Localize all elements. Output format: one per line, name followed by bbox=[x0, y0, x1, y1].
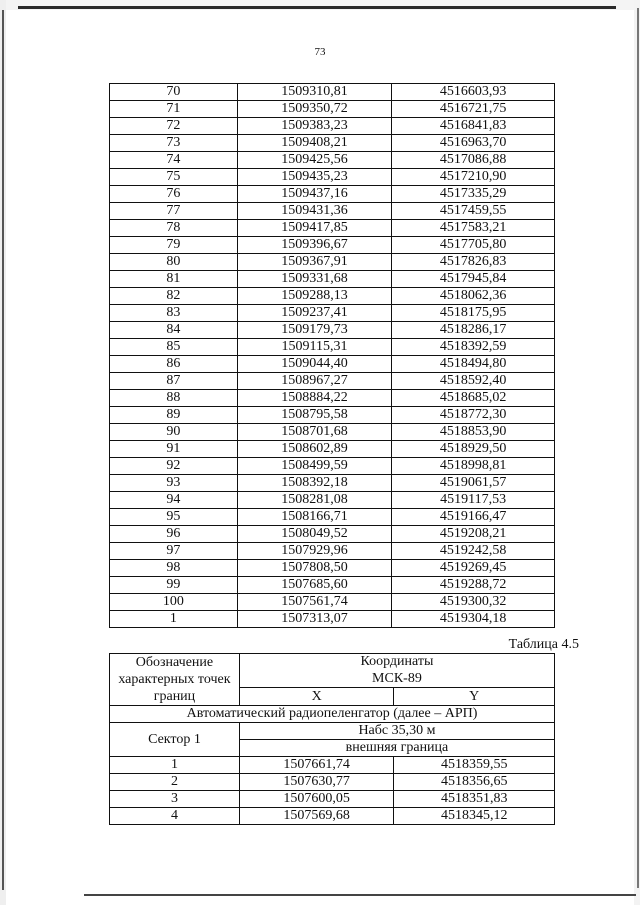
section-title: Автоматический радиопеленгатор (далее – АРП) bbox=[110, 706, 555, 723]
y-coordinate-cell: 4519166,47 bbox=[392, 509, 555, 526]
table-row bbox=[110, 791, 555, 808]
y-coordinate-cell: 4516721,75 bbox=[392, 101, 555, 118]
y-coordinate-cell: 4516603,93 bbox=[392, 84, 555, 101]
point-number-cell: 95 bbox=[110, 509, 238, 526]
sector-header-row-1 bbox=[110, 654, 555, 671]
point-number-cell: 84 bbox=[110, 322, 238, 339]
scan-edge-right bbox=[634, 0, 640, 905]
table-row bbox=[110, 407, 555, 424]
y-coordinate-cell: 4519304,18 bbox=[392, 611, 555, 628]
x-coordinate-cell: 1508795,58 bbox=[237, 407, 392, 424]
x-coordinate-cell: 1507661,74 bbox=[239, 757, 394, 774]
point-number-cell: 75 bbox=[110, 169, 238, 186]
table-row bbox=[110, 118, 555, 135]
x-coordinate-cell: 1509437,16 bbox=[237, 186, 392, 203]
y-coordinate-cell: 4517210,90 bbox=[392, 169, 555, 186]
point-number-cell: 89 bbox=[110, 407, 238, 424]
table-row bbox=[110, 390, 555, 407]
table-row bbox=[110, 339, 555, 356]
y-coordinate-cell: 4519242,58 bbox=[392, 543, 555, 560]
table-row bbox=[110, 101, 555, 118]
x-coordinate-cell: 1507685,60 bbox=[237, 577, 392, 594]
point-number-cell: 71 bbox=[110, 101, 238, 118]
x-coordinate-cell: 1508701,68 bbox=[237, 424, 392, 441]
point-number-cell: 100 bbox=[110, 594, 238, 611]
scan-edge-top bbox=[0, 0, 640, 10]
point-number-cell: 79 bbox=[110, 237, 238, 254]
y-column-header: Y bbox=[394, 688, 555, 706]
x-coordinate-cell: 1508392,18 bbox=[237, 475, 392, 492]
scan-edge-bottom bbox=[84, 894, 636, 896]
table-row bbox=[110, 757, 555, 774]
y-coordinate-cell: 4519300,32 bbox=[392, 594, 555, 611]
table-row bbox=[110, 203, 555, 220]
x-coordinate-cell: 1507313,07 bbox=[237, 611, 392, 628]
x-coordinate-cell: 1507561,74 bbox=[237, 594, 392, 611]
x-coordinate-cell: 1509179,73 bbox=[237, 322, 392, 339]
designation-header-line2: характерных точек bbox=[118, 672, 231, 687]
y-coordinate-cell: 4517335,29 bbox=[392, 186, 555, 203]
section-title-row bbox=[110, 706, 555, 723]
table-row bbox=[110, 271, 555, 288]
y-coordinate-cell: 4518175,95 bbox=[392, 305, 555, 322]
point-number-cell: 94 bbox=[110, 492, 238, 509]
x-coordinate-cell: 1507600,05 bbox=[239, 791, 394, 808]
page-number: 73 bbox=[314, 46, 326, 58]
x-coordinate-cell: 1507630,77 bbox=[239, 774, 394, 791]
y-coordinate-cell: 4517705,80 bbox=[392, 237, 555, 254]
point-number-cell: 93 bbox=[110, 475, 238, 492]
y-coordinate-cell: 4519117,53 bbox=[392, 492, 555, 509]
point-number-cell: 97 bbox=[110, 543, 238, 560]
table-row bbox=[110, 84, 555, 101]
boundary-label: внешняя граница bbox=[239, 740, 554, 757]
point-number-cell: 78 bbox=[110, 220, 238, 237]
y-coordinate-cell: 4517086,88 bbox=[392, 152, 555, 169]
y-coordinate-cell: 4518494,80 bbox=[392, 356, 555, 373]
point-number-cell: 2 bbox=[110, 774, 240, 791]
point-number-cell: 4 bbox=[110, 808, 240, 825]
table-row bbox=[110, 475, 555, 492]
y-coordinate-cell: 4518685,02 bbox=[392, 390, 555, 407]
table-row bbox=[110, 152, 555, 169]
y-coordinate-cell: 4518592,40 bbox=[392, 373, 555, 390]
point-number-cell: 99 bbox=[110, 577, 238, 594]
table-row bbox=[110, 356, 555, 373]
table-row bbox=[110, 526, 555, 543]
point-number-cell: 76 bbox=[110, 186, 238, 203]
table-row bbox=[110, 543, 555, 560]
table-row bbox=[110, 373, 555, 390]
y-coordinate-cell: 4518351,83 bbox=[394, 791, 555, 808]
y-coordinate-cell: 4519061,57 bbox=[392, 475, 555, 492]
x-coordinate-cell: 1509408,21 bbox=[237, 135, 392, 152]
point-number-cell: 83 bbox=[110, 305, 238, 322]
point-number-cell: 88 bbox=[110, 390, 238, 407]
x-coordinate-cell: 1508602,89 bbox=[237, 441, 392, 458]
x-coordinate-cell: 1508049,52 bbox=[237, 526, 392, 543]
x-coordinate-cell: 1509435,23 bbox=[237, 169, 392, 186]
x-coordinate-cell: 1507929,96 bbox=[237, 543, 392, 560]
y-coordinate-cell: 4518392,59 bbox=[392, 339, 555, 356]
table-row bbox=[110, 186, 555, 203]
table-row bbox=[110, 774, 555, 791]
x-coordinate-cell: 1508499,59 bbox=[237, 458, 392, 475]
x-coordinate-cell: 1509417,85 bbox=[237, 220, 392, 237]
x-coordinate-cell: 1508884,22 bbox=[237, 390, 392, 407]
y-coordinate-cell: 4516963,70 bbox=[392, 135, 555, 152]
table-row bbox=[110, 492, 555, 509]
y-coordinate-cell: 4517459,55 bbox=[392, 203, 555, 220]
y-coordinate-cell: 4518062,36 bbox=[392, 288, 555, 305]
point-number-cell: 87 bbox=[110, 373, 238, 390]
x-coordinate-cell: 1508967,27 bbox=[237, 373, 392, 390]
y-coordinate-cell: 4519208,21 bbox=[392, 526, 555, 543]
y-coordinate-cell: 4518345,12 bbox=[394, 808, 555, 825]
point-number-cell: 1 bbox=[110, 757, 240, 774]
designation-header-line3: границ bbox=[153, 689, 196, 704]
point-number-cell: 74 bbox=[110, 152, 238, 169]
x-column-header: X bbox=[239, 688, 394, 706]
sector-label-row bbox=[110, 723, 555, 740]
table-row bbox=[110, 560, 555, 577]
height-label: Набс 35,30 м bbox=[239, 723, 554, 740]
x-coordinate-cell: 1509237,41 bbox=[237, 305, 392, 322]
point-number-cell: 77 bbox=[110, 203, 238, 220]
x-coordinate-cell: 1509044,40 bbox=[237, 356, 392, 373]
y-coordinate-cell: 4518286,17 bbox=[392, 322, 555, 339]
x-coordinate-cell: 1509431,36 bbox=[237, 203, 392, 220]
point-number-cell: 70 bbox=[110, 84, 238, 101]
x-coordinate-cell: 1509367,91 bbox=[237, 254, 392, 271]
table-row bbox=[110, 808, 555, 825]
x-coordinate-cell: 1507569,68 bbox=[239, 808, 394, 825]
point-number-cell: 91 bbox=[110, 441, 238, 458]
point-number-cell: 90 bbox=[110, 424, 238, 441]
table-row bbox=[110, 237, 555, 254]
point-number-cell: 85 bbox=[110, 339, 238, 356]
coordinates-table-body bbox=[110, 84, 555, 628]
x-coordinate-cell: 1508281,08 bbox=[237, 492, 392, 509]
table-row bbox=[110, 220, 555, 237]
y-coordinate-cell: 4518772,30 bbox=[392, 407, 555, 424]
scan-edge-left bbox=[0, 0, 6, 905]
coordinates-header-line1: Координаты bbox=[239, 654, 554, 671]
y-coordinate-cell: 4518356,65 bbox=[394, 774, 555, 791]
y-coordinate-cell: 4517826,83 bbox=[392, 254, 555, 271]
table-caption: Таблица 4.5 bbox=[508, 637, 579, 652]
table-row bbox=[110, 305, 555, 322]
x-coordinate-cell: 1509331,68 bbox=[237, 271, 392, 288]
sector-label: Сектор 1 bbox=[110, 723, 240, 757]
table-row bbox=[110, 424, 555, 441]
coordinates-header-line2: МСК-89 bbox=[239, 671, 554, 688]
y-coordinate-cell: 4517945,84 bbox=[392, 271, 555, 288]
coordinates-table bbox=[109, 83, 555, 628]
y-coordinate-cell: 4518359,55 bbox=[394, 757, 555, 774]
x-coordinate-cell: 1508166,71 bbox=[237, 509, 392, 526]
point-number-cell: 98 bbox=[110, 560, 238, 577]
point-number-cell: 81 bbox=[110, 271, 238, 288]
y-coordinate-cell: 4518853,90 bbox=[392, 424, 555, 441]
x-coordinate-cell: 1509350,72 bbox=[237, 101, 392, 118]
x-coordinate-cell: 1507808,50 bbox=[237, 560, 392, 577]
sector-coordinates-table bbox=[109, 653, 555, 825]
point-number-cell: 82 bbox=[110, 288, 238, 305]
x-coordinate-cell: 1509310,81 bbox=[237, 84, 392, 101]
table-row bbox=[110, 594, 555, 611]
x-coordinate-cell: 1509425,56 bbox=[237, 152, 392, 169]
table-row bbox=[110, 577, 555, 594]
point-number-cell: 86 bbox=[110, 356, 238, 373]
y-coordinate-cell: 4516841,83 bbox=[392, 118, 555, 135]
x-coordinate-cell: 1509396,67 bbox=[237, 237, 392, 254]
table-row bbox=[110, 254, 555, 271]
point-number-cell: 72 bbox=[110, 118, 238, 135]
point-number-cell: 3 bbox=[110, 791, 240, 808]
point-number-cell: 92 bbox=[110, 458, 238, 475]
table-row bbox=[110, 169, 555, 186]
y-coordinate-cell: 4519288,72 bbox=[392, 577, 555, 594]
y-coordinate-cell: 4518998,81 bbox=[392, 458, 555, 475]
table-row bbox=[110, 458, 555, 475]
table-row bbox=[110, 509, 555, 526]
point-number-cell: 73 bbox=[110, 135, 238, 152]
y-coordinate-cell: 4517583,21 bbox=[392, 220, 555, 237]
x-coordinate-cell: 1509383,23 bbox=[237, 118, 392, 135]
point-number-cell: 1 bbox=[110, 611, 238, 628]
table-row bbox=[110, 135, 555, 152]
table-row bbox=[110, 288, 555, 305]
table-row bbox=[110, 441, 555, 458]
table-row bbox=[110, 322, 555, 339]
x-coordinate-cell: 1509288,13 bbox=[237, 288, 392, 305]
y-coordinate-cell: 4519269,45 bbox=[392, 560, 555, 577]
point-number-cell: 80 bbox=[110, 254, 238, 271]
table-row bbox=[110, 611, 555, 628]
designation-header-line1: Обозначение bbox=[135, 655, 214, 670]
x-coordinate-cell: 1509115,31 bbox=[237, 339, 392, 356]
designation-header bbox=[110, 654, 240, 706]
point-number-cell: 96 bbox=[110, 526, 238, 543]
y-coordinate-cell: 4518929,50 bbox=[392, 441, 555, 458]
